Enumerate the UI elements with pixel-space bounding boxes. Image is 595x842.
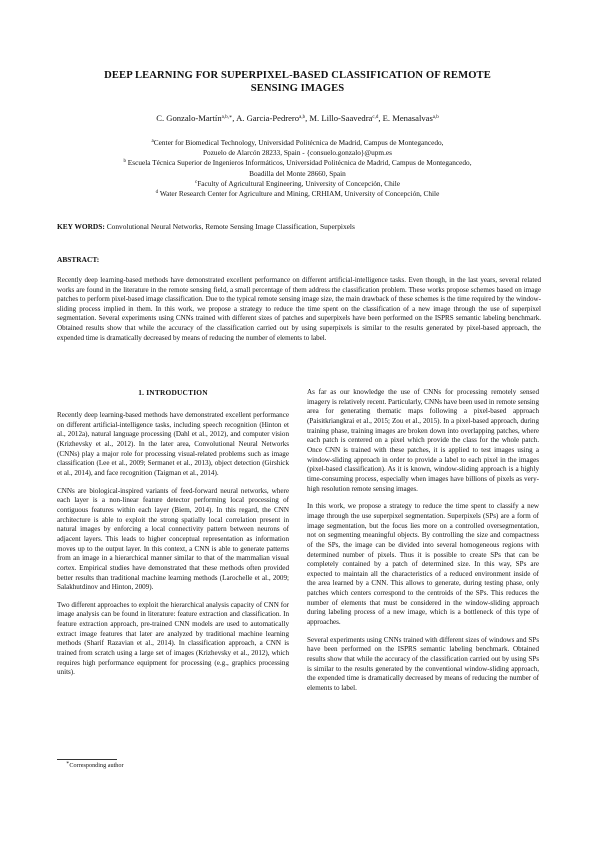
affiliation-mark: a	[151, 139, 154, 144]
left-column	[57, 388, 289, 686]
author-list	[60, 113, 535, 124]
abstract-text: Recently deep learning-based methods have demonstrated excellent performance on different artificial-intelligence tasks. Even though, in the last years, several related works are found in the literature in the remote sensing field, a small percentage of them address the classification problem. These works propose schemes based on image patches to perform pixel-based image classification. Due to the typical remote sensing image size, the main drawback of these schemes is the time required by the window-sliding process implied in them. In this work, we propose a strategy to reduce the time spent on the classification of a new image through the use of superpixel segmentation. Several experiments using CNNs trained with different sizes of patches and superpixels have been performed on the ISPRS semantic labeling benchmark. Obtained results show that while the accuracy of the classification carried out by using superpixels is similar to the results generated by pixel-based approach, the expended time is dramatically decreased by means of reducing the number of elements to label.	[57, 276, 541, 342]
affiliation-d	[60, 189, 535, 199]
affiliation-c	[60, 179, 535, 189]
paragraph: CNNs are biological-inspired variants of feed-forward neural networks, where each layer is a non-linear feature detector performing local processing of contiguous features within each layer (Biem, 2014). In this regard, the CNN architecture is able to exploit the strong spatially local correlation present in natural images by enforcing a local connectivity pattern between neurons of adjacent layers. This leads to higher conceptual representation as information moves up to the output layer. In this context, a CNN is able to generate patterns from an image in a hierarchical manner similar to that of the mammalian visual cortex. Empirical studies have demonstrated that these methods often provided better results than traditional machine learning methods (Larochelle et al., 2009; Salakhutdinov and Hinton, 2009).	[57, 486, 289, 592]
affiliation-text: Faculty of Agricultural Engineering, University of Concepción, Chile	[197, 178, 401, 188]
author-name: E. Menasalvas	[382, 113, 433, 123]
title-line: DEEP LEARNING FOR SUPERPIXEL-BASED CLASSIFICATION OF REMOTE	[104, 70, 491, 81]
affiliation-a	[60, 138, 535, 148]
affiliation-a-cont: Pozuelo de Alarcón 28233, Spain - {consuelo.gonzalo}@upm.es	[202, 148, 393, 158]
keywords-text: Convolutional Neural Networks, Remote Sensing Image Classification, Superpixels	[104, 222, 355, 231]
author-name: A. Garcia-Pedrero	[236, 113, 300, 123]
author-name: M. Lillo-Saavedra	[309, 113, 373, 123]
affiliation-mark: c	[194, 179, 198, 185]
paragraph: Two different approaches to exploit the hierarchical analysis capacity of CNN for image analysis can be found in literature: feature extraction and classification. In feature extraction approach, pre-trained CNN models are used to automatically extract image features that later are analyzed by traditional machine learning methods (Sharif Razavian et al., 2014). In classification approach, a CNN is trained from scratch using a large set of images (Krizhevsky et al., 2012), which requires high performance equipment for processing (e.g., graphics processing units).	[57, 600, 289, 677]
affiliation-text: Water Research Center for Agriculture and Mining, CRHIAM, University of Concepción, Chile	[159, 189, 440, 199]
keywords	[57, 222, 542, 232]
keywords-label: KEY WORDS:	[57, 222, 105, 231]
author-separator: ,	[378, 113, 383, 123]
footnote	[66, 762, 124, 770]
affiliation-b	[60, 158, 535, 168]
paragraph: Recently deep learning-based methods have demonstrated excellent performance on different artificial-intelligence tasks, including speech recognition (Hinton et al., 2012a), natural language processing (Dahl et al., 2012), and computer vision (Krizhevsky et al., 2012). In the later area, Convolutional Neural Networks (CNNs) play a major role for processing visual-related problems such as image classification (Lee et al., 2009; Sermanet et al., 2013), object detection (Girshick et al., 2014), and face recognition (Taigman et al., 2014).	[57, 411, 289, 477]
abstract-heading: ABSTRACT:	[57, 255, 100, 264]
author-affiliation-marks: a,b	[432, 115, 439, 120]
footnote-divider	[57, 759, 117, 760]
paragraph: Several experiments using CNNs trained with different sizes of windows and SPs have been performed on the ISPRS semantic labeling benchmark. Obtained results show that while the accuracy of the classification carried out by using SPs is similar to the results generated by the conventional window-sliding approach, the expended time is dramatically decreased by means of reducing the number of elements to label.	[307, 635, 539, 693]
affiliation-mark: d	[155, 190, 159, 196]
affiliation-text: Escuela Técnica Superior de Ingenieros Informáticos, Universidad Politécnica de Madrid, Campus de Montegancedo,	[127, 158, 472, 168]
paragraph: In this work, we propose a strategy to reduce the time spent to classify a new image through the use superpixel segmentation. Superpixels (SPs) are a form of image segmentation, but the focus lies more on a controlled oversegmentation, not on segmenting meaningful objects. By controlling the size and compactness of the SPs, the image can be divided into several homogeneous regions with determined number of pixels. Thus it is possible to create SPs that can be completely contained by a patch of determined size. In this way, SPs are expected to maintain all the characteristics of a reduced environment inside of the area learned by a CNN. This allows to generate, during testing phase, only patches which centers correspond to the centroids of the SPs. This reduces the number of elements that must be considered in the window-sliding approach during labeling process of a new image, which is a bottleneck of this type of approaches.	[307, 502, 539, 627]
affiliation-b-cont: Boadilla del Monte 28660, Spain	[249, 168, 346, 178]
author-affiliation-marks: c,d	[372, 115, 379, 120]
author-affiliation-marks: a,b	[299, 115, 306, 120]
corresponding-mark: ,∗	[227, 115, 233, 120]
footnote-text: Corresponding author	[69, 762, 124, 769]
author-name: C. Gonzalo-Martín	[156, 113, 222, 123]
section-heading: 1. INTRODUCTION	[138, 388, 208, 397]
title-line: SENSING IMAGES	[250, 82, 345, 94]
footnote-mark: ∗	[66, 761, 70, 766]
author-separator: ,	[232, 113, 237, 123]
right-column	[307, 388, 539, 702]
affiliation-list	[60, 138, 535, 199]
affiliation-mark: b	[123, 159, 126, 165]
author-affiliation-marks: a,b	[221, 115, 228, 120]
affiliation-text: Center for Biomedical Technology, Universidad Politécnica de Madrid, Campus de Montegancedo,	[153, 138, 444, 147]
paper-title	[70, 70, 525, 95]
author-separator: ,	[305, 113, 310, 123]
paragraph: As far as our knowledge the use of CNNs for processing remotely sensed imagery is relatively recent. Particularly, CNNs have been used in remote sensing area for generating thematic maps following a pixel-based approach (Paisitkriangkrai et al., 2015; Zou et al., 2015). In a pixel-based approach, during training phase, training images are broken down into overlapping patches, where each patch is centered on a pixel which provide the class for the whole patch. Once CNN is trained with these patches, it is applied to test images using a window-sliding approach in order to provide a label to each pixel in the images (pixel-based classification). As it is known, window-sliding approach is a highly time-consuming process, especially when images have billions of pixels as very-high resolution remote sensing images.	[307, 388, 539, 493]
